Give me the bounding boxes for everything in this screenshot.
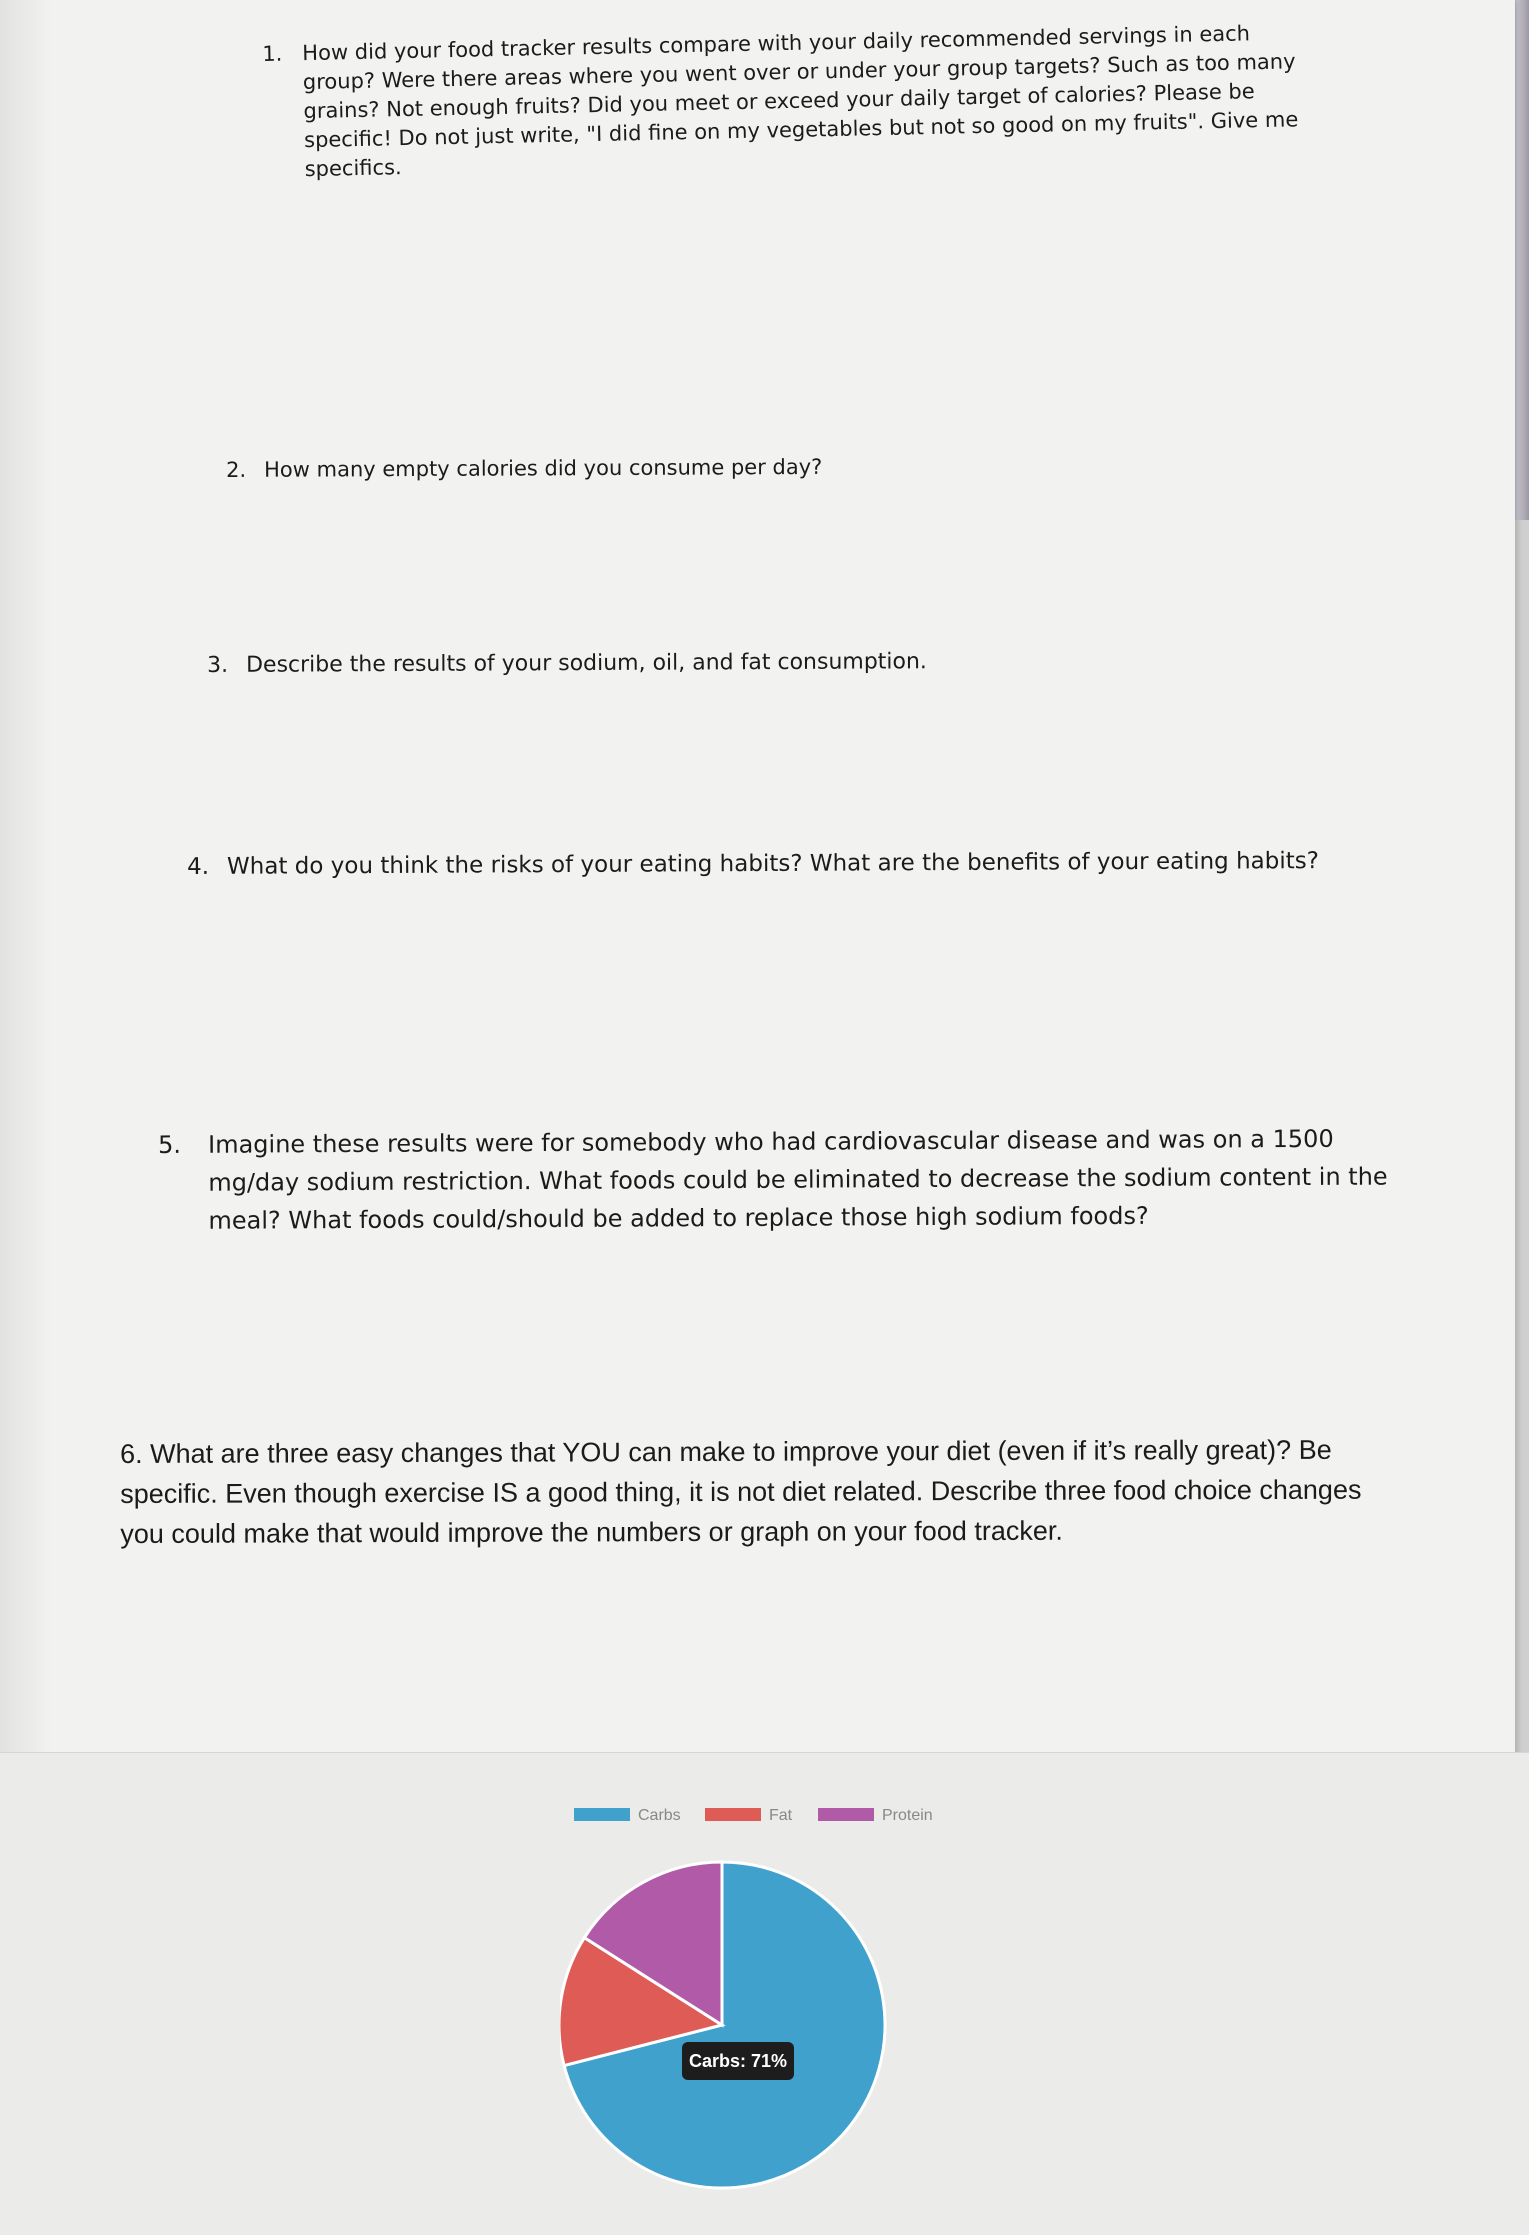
question-text: How did your food tracker results compare with your daily recommended servings in each group? Were there areas where you went over or under your group targets? Such as too many grains? Not enough fruits? Did you meet or exceed your daily target of calories? Please be specific! Do not just write, "I did fine on my vegetables but not so good on my fruits". Give me specifics. <box>302 21 1299 182</box>
question-number: 3. <box>207 652 229 678</box>
question-text: What do you think the risks of your eating habits? What are the benefits of your eating habits? <box>226 848 1319 880</box>
question-number: 1. <box>262 41 283 66</box>
question-6 <box>120 1429 1410 1554</box>
question-number: 4. <box>187 853 210 880</box>
question-5 <box>158 1120 1389 1240</box>
legend-label-fat: Fat <box>769 1807 793 1824</box>
pie-data-label <box>682 2042 794 2080</box>
page-edge-shadow <box>0 0 52 1758</box>
question-number: 5. <box>158 1130 182 1159</box>
legend-label-carbs: Carbs <box>638 1807 681 1824</box>
question-text: How many empty calories did you consume per day? <box>264 454 823 482</box>
legend-swatch-carbs <box>574 1808 630 1821</box>
legend-swatch-fat <box>705 1808 761 1821</box>
data-label-text: Carbs: 71% <box>688 2051 788 2071</box>
question-text: Imagine these results were for somebody who had cardiovascular disease and was on a 1500 mg/day sodium restriction. What foods could be eliminated to decrease the sodium content in the meal? What foods could/should be added to replace those high sodium foods? <box>208 1124 1388 1235</box>
macronutrient-pie-chart <box>560 1790 1000 2195</box>
legend-label-protein: Protein <box>882 1807 933 1824</box>
question-number: 6. <box>120 1438 143 1469</box>
legend-swatch-protein <box>818 1808 874 1821</box>
question-1 <box>262 18 1325 185</box>
pie-chart-svg <box>560 1790 1000 2190</box>
question-text: Describe the results of your sodium, oil, and fat consumption. <box>245 649 927 678</box>
question-3 <box>207 649 927 678</box>
question-text: What are three easy changes that YOU can make to improve your diet (even if it’s really great)? Be specific. Even though exercise IS a good thing, it is not diet related. Describe three food choice changes you could make that would improve the numbers or graph on your food tracker. <box>120 1434 1362 1549</box>
question-2 <box>226 455 822 482</box>
question-number: 2. <box>226 457 247 482</box>
